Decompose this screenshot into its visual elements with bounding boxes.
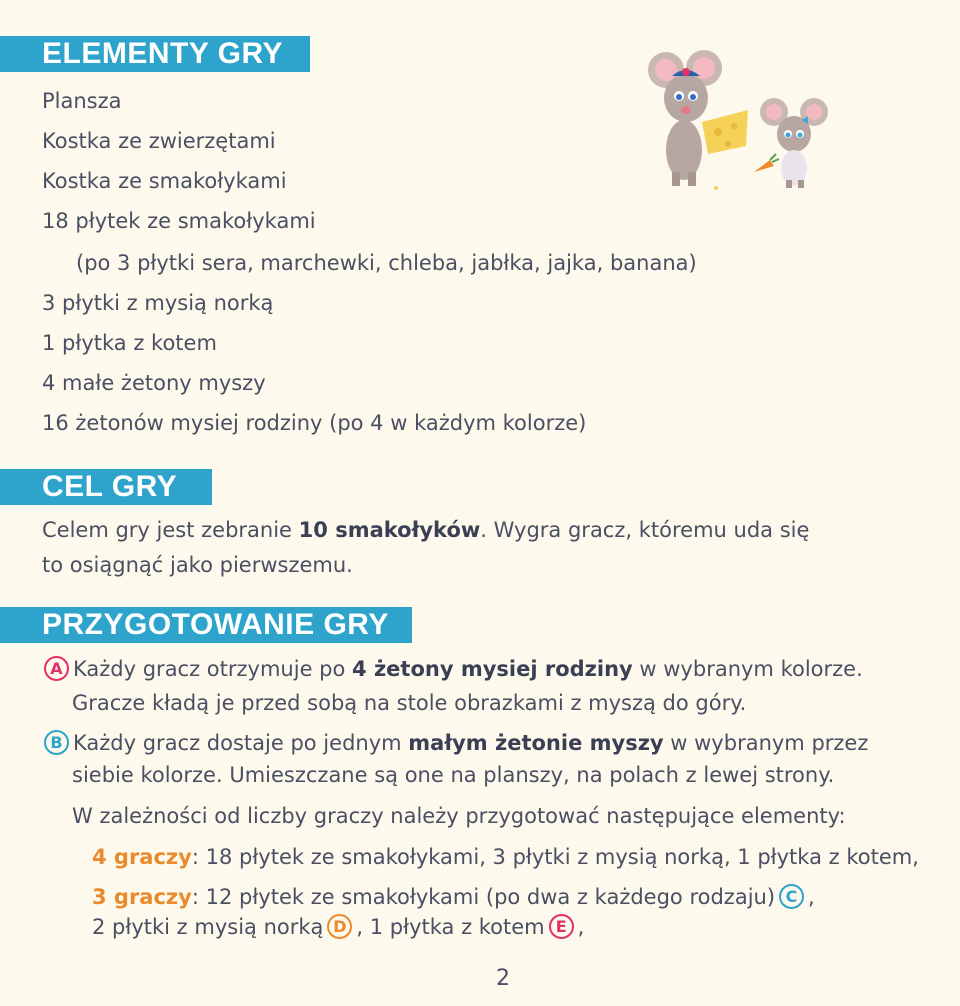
setup-step-b-line-2: siebie kolorze. Umieszczane są one na planszy, na polach z lewej strony. [72, 763, 835, 787]
section-title-goal: CEL GRY [0, 469, 212, 505]
setup-three-players [92, 884, 815, 911]
list-item: Kostka ze zwierzętami [42, 129, 276, 153]
list-item: 18 płytek ze smakołykami [42, 209, 316, 233]
setup-step-b [44, 730, 868, 757]
players-text: , [808, 885, 815, 909]
step-text: Każdy gracz dostaje po jednym [73, 731, 409, 755]
goal-text: . Wygra gracz, któremu uda się [480, 518, 810, 542]
section-title-elements: ELEMENTY GRY [0, 36, 310, 72]
setup-three-players-line-2 [92, 914, 584, 941]
setup-four-players [92, 844, 919, 870]
setup-step-a [44, 656, 863, 683]
list-item: Plansza [42, 89, 122, 113]
badge-d: D [327, 914, 352, 939]
badge-e: E [549, 914, 574, 939]
goal-highlight: 10 smakołyków [298, 518, 481, 542]
list-item: 3 płytki z mysią norką [42, 291, 274, 315]
players-text: , 1 płytka z kotem [356, 915, 545, 939]
step-highlight: małym żetonie myszy [408, 731, 664, 755]
goal-line-1 [42, 517, 809, 543]
step-text: w wybranym przez [663, 731, 869, 755]
step-text: Każdy gracz otrzymuje po [73, 657, 353, 681]
players-text: : 12 płytek ze smakołykami (po dwa z każdego rodzaju) [191, 885, 776, 909]
badge-c: C [779, 884, 804, 909]
players-text: 2 płytki z mysią norką [92, 915, 324, 939]
page-number: 2 [496, 966, 510, 991]
section-title-setup: PRZYGOTOWANIE GRY [0, 607, 412, 643]
step-text: w wybranym kolorze. [632, 657, 863, 681]
list-item: 4 małe żetony myszy [42, 371, 266, 395]
list-item: Kostka ze smakołykami [42, 169, 287, 193]
setup-intro: W zależności od liczby graczy należy przygotować następujące elementy: [72, 804, 846, 828]
players-text: , [577, 915, 585, 939]
badge-b: B [44, 730, 69, 755]
goal-line-2: to osiągnąć jako pierwszemu. [42, 553, 353, 577]
goal-text: Celem gry jest zebranie [42, 518, 299, 542]
list-item: 1 płytka z kotem [42, 331, 217, 355]
step-highlight: 4 żetony mysiej rodziny [352, 657, 633, 681]
mouse-family-illustration [636, 50, 836, 195]
setup-step-a-line-2: Gracze kładą je przed sobą na stole obrazkami z myszą do góry. [72, 691, 747, 715]
players-label: 4 graczy [92, 845, 192, 869]
list-item-subnote: (po 3 płytki sera, marchewki, chleba, jabłka, jajka, banana) [76, 251, 697, 275]
badge-a: A [44, 656, 69, 681]
list-item: 16 żetonów mysiej rodziny (po 4 w każdym kolorze) [42, 411, 587, 435]
players-label: 3 graczy [92, 885, 192, 909]
players-text: : 18 płytek ze smakołykami, 3 płytki z mysią norką, 1 płytka z kotem, [191, 845, 919, 869]
